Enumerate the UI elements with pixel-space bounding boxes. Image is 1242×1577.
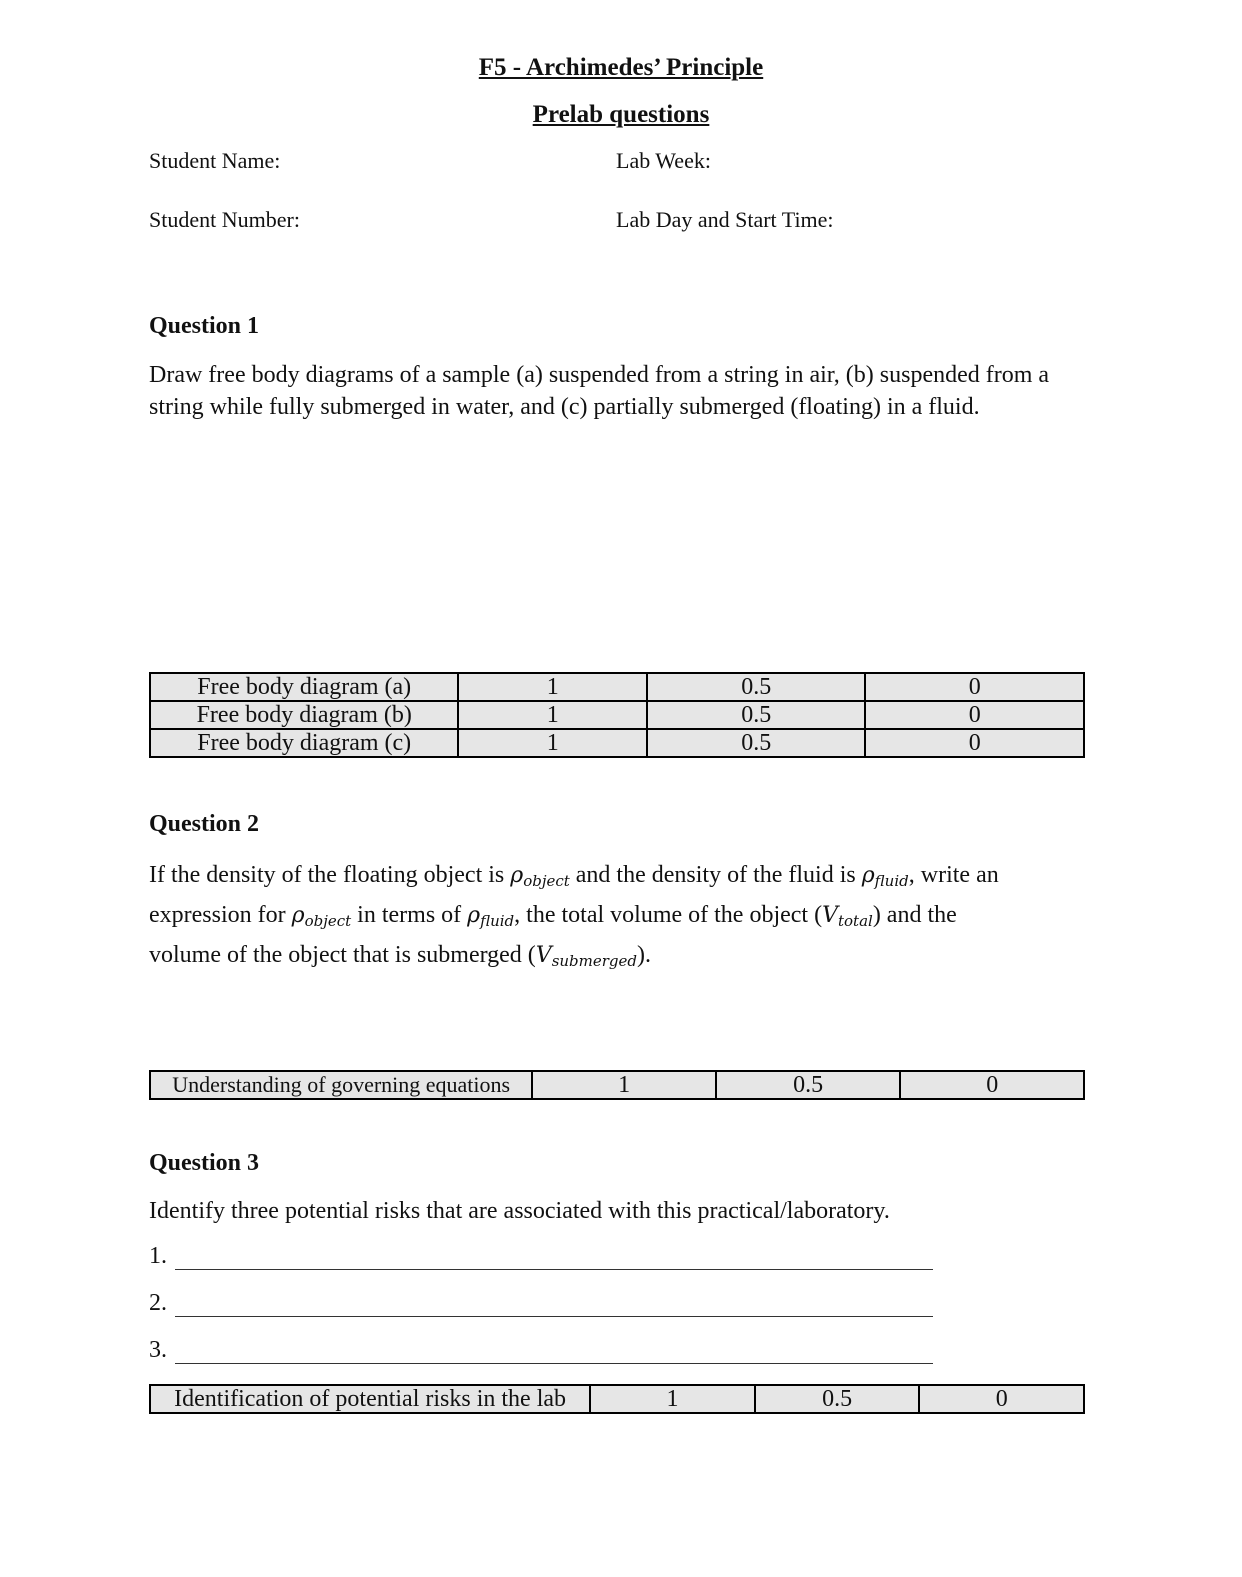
rubric-score: 0 [919,1385,1084,1413]
rho-symbol [292,903,352,928]
student-name-label: Student Name: [149,148,281,173]
risk-answer-line-1[interactable] [175,1269,933,1270]
question-2-rubric-table [149,1070,1085,1100]
page-subtitle: Prelab questions [532,101,710,128]
table-row [150,673,1084,701]
question-1-text [149,359,1089,423]
rubric-score: 0 [865,673,1084,701]
text-span: and the density of the fluid is [569,862,862,888]
symbol: V [535,943,552,968]
student-number-label: Student Number: [149,207,300,232]
lab-week-label: Lab Week: [616,148,711,173]
symbol: ρ [510,863,524,888]
text-span: volume of the object that is submerged ( [149,942,536,968]
subscript: object [523,872,570,890]
subscript: object [304,912,352,930]
rubric-score: 0.5 [647,729,866,757]
rubric-score: 1 [532,1071,716,1099]
text-span: in terms of [351,902,468,928]
rubric-score: 1 [590,1385,755,1413]
risk-answer-line-2[interactable] [175,1316,933,1317]
rho-symbol [510,863,570,888]
table-row [150,729,1084,757]
subscript: total [837,912,873,930]
lab-day-time-label: Lab Day and Start Time: [616,207,834,232]
rubric-score: 0.5 [716,1071,901,1099]
rubric-score: 0.5 [647,701,866,729]
rubric-score: 1 [458,673,647,701]
rubric-score: 1 [458,729,647,757]
text-span: expression for [149,902,292,928]
question-2-heading: Question 2 [149,811,260,837]
question-1-heading: Question 1 [149,313,260,339]
text-span: , the total volume of the object ( [514,902,823,928]
rubric-criterion: Understanding of governing equations [150,1071,532,1099]
risk-item-number: 3. [149,1337,167,1363]
subscript: fluid [480,912,515,930]
subscript: fluid [874,872,909,890]
rubric-score: 0.5 [755,1385,920,1413]
symbol: ρ [861,863,875,888]
question-3-text: Identify three potential risks that are associated with this practical/laboratory. [149,1198,890,1224]
rubric-criterion: Identification of potential risks in the lab [150,1385,590,1413]
question-2-text [149,858,1089,978]
text-span: , write an [908,862,999,888]
rubric-criterion: Free body diagram (a) [150,673,458,701]
question-1-line-2: string while fully submerged in water, and (c) partially submerged (floating) in a fluid. [149,394,980,420]
symbol: ρ [467,903,481,928]
text-span: If the density of the floating object is [149,862,511,888]
table-row [150,1385,1084,1413]
volume-symbol [822,903,873,928]
symbol: ρ [291,903,305,928]
subscript: submerged [551,952,638,970]
rho-symbol [862,863,909,888]
risk-item-number: 2. [149,1290,167,1316]
volume-symbol [536,943,637,968]
rubric-score: 1 [458,701,647,729]
rubric-score: 0 [865,729,1084,757]
rubric-score: 0 [865,701,1084,729]
text-span: ) and the [872,902,957,928]
risk-answer-line-3[interactable] [175,1363,933,1364]
rho-symbol [467,903,514,928]
question-1-rubric-table [149,672,1085,758]
rubric-criterion: Free body diagram (c) [150,729,458,757]
question-2-line-3 [149,938,1089,978]
text-span: ). [637,942,652,968]
rubric-score: 0 [900,1071,1084,1099]
question-1-line-1: Draw free body diagrams of a sample (a) suspended from a string in air, (b) suspended from a [149,362,1050,388]
table-row [150,1071,1084,1099]
rubric-score: 0.5 [647,673,866,701]
table-row [150,701,1084,729]
risk-item-number: 1. [149,1243,167,1269]
question-2-line-1 [149,858,1089,898]
rubric-criterion: Free body diagram (b) [150,701,458,729]
symbol: V [822,903,838,928]
question-3-rubric-table [149,1384,1085,1414]
question-3-heading: Question 3 [149,1150,260,1176]
page-title: F5 - Archimedes’ Principle [478,54,764,81]
question-2-line-2 [149,898,1089,938]
